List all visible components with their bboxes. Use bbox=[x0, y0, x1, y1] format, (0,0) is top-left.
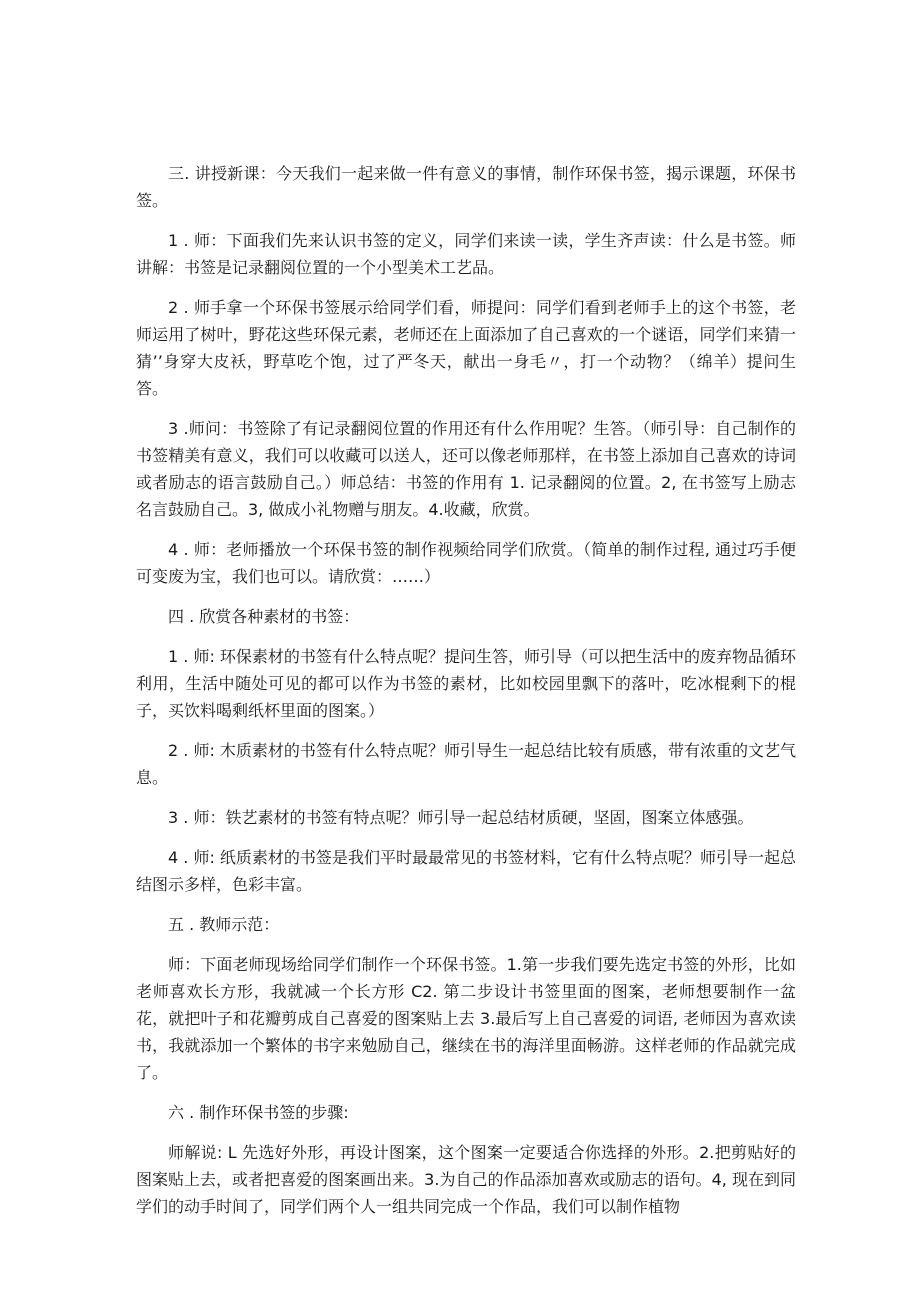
paragraph-3-3: 3 .师问：书签除了有记录翻阅位置的作用还有什么作用呢？生答。（师引导：自己制作的书签精美有意义，我们可以收藏可以送人，还可以像老师那样，在书签上添加自己喜欢的诗词或者励志的语言鼓励自己。）师总结：书签的作用有 1. 记录翻阅的位置。2, 在书签写上励志名言鼓励自己。3, 做成小礼物赠与朋友。4.收藏，欣赏。 bbox=[136, 419, 796, 519]
paragraph-section-3-heading: 三. 讲授新课：今天我们一起来做一件有意义的事情，制作环保书签，揭示课题，环保书签。 bbox=[136, 164, 796, 210]
paragraph-section-4-heading: 四 . 欣赏各种素材的书签： bbox=[168, 607, 360, 626]
paragraph-3-4: 4 . 师：老师播放一个环保书签的制作视频给同学们欣赏。（简单的制作过程, 通过巧手便可变废为宝，我们也可以。请欣赏：……） bbox=[136, 540, 796, 586]
paragraph-3-2: 2 . 师手拿一个环保书签展示给同学们看，师提问：同学们看到老师手上的这个书签，老师运用了树叶，野花这些环保元素，老师还在上面添加了自己喜欢的一个谜语，同学们来猜一猜’’身穿大皮袄，野草吃个饱，过了严冬天，献出一身毛〃，打一个动物？（绵羊）提问生答。 bbox=[136, 298, 796, 398]
paragraph-6-steps: 师解说: L 先选好外形，再设计图案，这个图案一定要适合你选择的外形。2.把剪贴好的图案贴上去，或者把喜爱的图案画出来。3.为自己的作品添加喜欢或励志的语句。4, 现在到同学们的动手时间了，同学们两个人一组共同完成一个作品，我们可以制作植物 bbox=[136, 1143, 796, 1216]
paragraph-4-2: 2 . 师: 木质素材的书签有什么特点呢？师引导生一起总结比较有质感，带有浓重的文艺气息。 bbox=[136, 741, 796, 787]
paragraph-section-6-heading: 六 . 制作环保书签的步骤: bbox=[168, 1103, 349, 1122]
paragraph-section-5-heading: 五 . 教师示范： bbox=[168, 915, 280, 934]
paragraph-3-1: 1 . 师：下面我们先来认识书签的定义，同学们来读一读，学生齐声读：什么是书签。师讲解：书签是记录翻阅位置的一个小型美术工艺品。 bbox=[136, 231, 796, 277]
paragraph-5-demo: 师：下面老师现场给同学们制作一个环保书签。1.第一步我们要先选定书签的外形，比如老师喜欢长方形，我就减一个长方形 C2. 第二步设计书签里面的图案，老师想要制作一盆花，就把叶子和花瓣剪成自己喜爱的图案贴上去 3.最后写上自己喜爱的词语, 老师因为喜欢读书，我就添加一个繁体的书字来勉励自己，继续在书的海洋里面畅游。这样老师的作品就完成了。 bbox=[136, 955, 796, 1082]
paragraph-4-3: 3 . 师：铁艺素材的书签有特点呢？师引导一起总结材质硬，坚固，图案立体感强。 bbox=[168, 808, 754, 827]
document-body bbox=[136, 160, 796, 1233]
paragraph-4-1: 1 . 师: 环保素材的书签有什么特点呢？提问生答，师引导（可以把生活中的废弃物品循环利用，生活中随处可见的都可以作为书签的素材，比如校园里飘下的落叶，吃冰棍剩下的棍子，买饮料喝剩纸杯里面的图案。） bbox=[136, 647, 796, 720]
paragraph-4-4: 4 . 师: 纸质素材的书签是我们平时最最常见的书签材料，它有什么特点呢？师引导一起总结图示多样，色彩丰富。 bbox=[136, 848, 796, 894]
